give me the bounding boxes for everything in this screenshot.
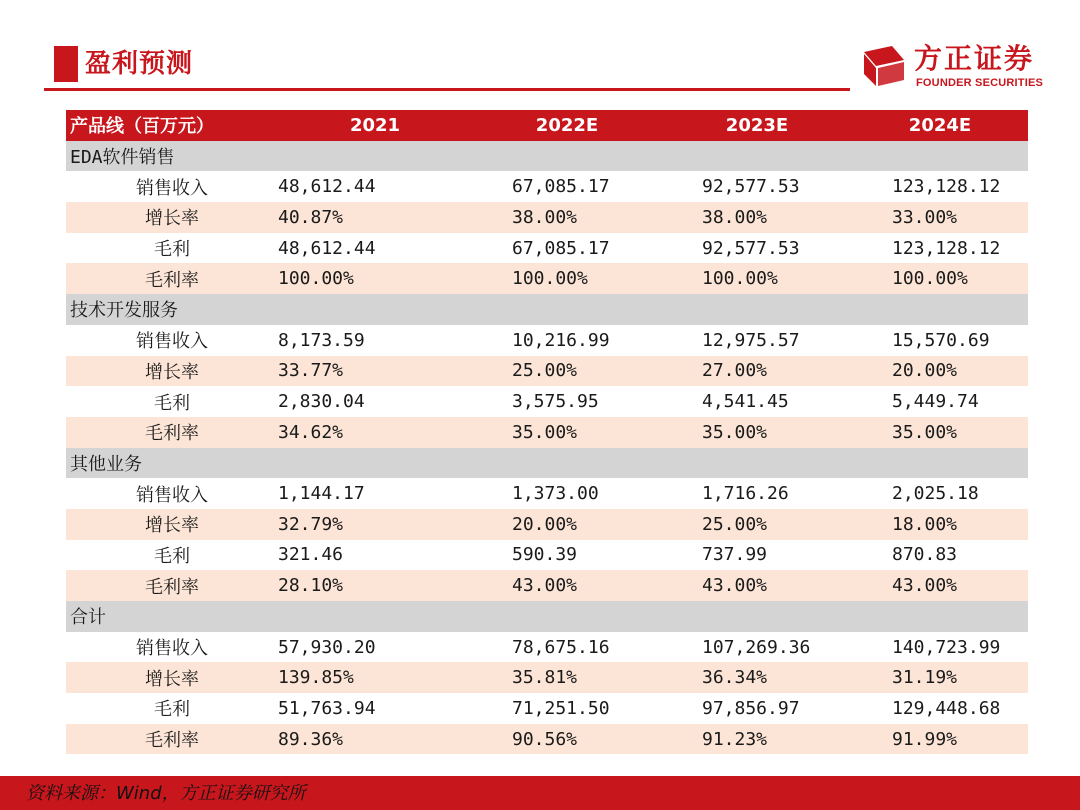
company-logo: [862, 42, 1052, 94]
table-row: [66, 356, 1028, 387]
table-cell: 10,216.99: [512, 329, 610, 351]
table-cell: 89.36%: [278, 724, 472, 755]
table-row: [66, 509, 1028, 540]
table-cell: 71,251.50: [512, 697, 610, 719]
table-cell: 91.99%: [852, 724, 1028, 755]
table-cell: 33.77%: [278, 356, 472, 387]
column-header: 产品线（百万元）: [66, 110, 278, 141]
table-cell: 43.00%: [852, 570, 1028, 601]
profit-forecast-table: [66, 110, 1028, 754]
row-label: 毛利: [154, 392, 190, 414]
table-cell: 15,570.69: [892, 329, 990, 351]
table-cell: 48,612.44: [278, 237, 376, 259]
table-cell: 2,025.18: [892, 483, 979, 505]
table-cell: 870.83: [892, 544, 958, 566]
section-row: [66, 141, 1028, 172]
table-cell: 33.00%: [852, 202, 1028, 233]
row-label: 销售收入: [136, 177, 208, 199]
table-cell: 140,723.99: [892, 636, 1001, 658]
table-cell: 25.00%: [472, 356, 662, 387]
table-cell: 35.00%: [662, 417, 852, 448]
table-cell: 92,577.53: [702, 237, 800, 259]
table-cell: 78,675.16: [512, 636, 610, 658]
table-row: [66, 540, 1028, 571]
table-cell: 5,449.74: [892, 391, 979, 413]
table-row: [66, 632, 1028, 663]
table-cell: 27.00%: [662, 356, 852, 387]
row-label: 毛利: [154, 545, 190, 567]
title-divider: [44, 88, 850, 91]
table-cell: 321.46: [278, 544, 344, 566]
table-cell: 35.00%: [472, 417, 662, 448]
table-cell: 92,577.53: [702, 176, 800, 198]
table-cell: 737.99: [702, 544, 768, 566]
row-label: 增长率: [66, 202, 278, 233]
table-cell: 28.10%: [278, 570, 472, 601]
table-cell: 2,830.04: [278, 391, 365, 413]
table-header-row: [66, 110, 1028, 141]
row-label: 毛利率: [66, 417, 278, 448]
column-header: 2022E: [472, 110, 662, 141]
row-label: 增长率: [66, 662, 278, 693]
table-cell: 8,173.59: [278, 329, 365, 351]
table-cell: 25.00%: [662, 509, 852, 540]
table-cell: 34.62%: [278, 417, 472, 448]
row-label: 毛利: [154, 239, 190, 261]
table-row: [66, 478, 1028, 509]
table-cell: 51,763.94: [278, 697, 376, 719]
table-row: [66, 386, 1028, 417]
table-cell: 590.39: [512, 544, 578, 566]
table-cell: 43.00%: [472, 570, 662, 601]
logo-chinese-name: 方正证券: [914, 42, 1035, 75]
row-label: 毛利率: [66, 263, 278, 294]
row-label: 毛利率: [66, 724, 278, 755]
table-row: [66, 233, 1028, 264]
table-cell: 100.00%: [472, 263, 662, 294]
table-cell: 91.23%: [662, 724, 852, 755]
table-cell: 1,144.17: [278, 483, 365, 505]
section-label: EDA软件销售: [66, 141, 1028, 172]
row-label: 增长率: [66, 356, 278, 387]
table-cell: 123,128.12: [892, 237, 1001, 259]
table-cell: 18.00%: [852, 509, 1028, 540]
table-row: [66, 325, 1028, 356]
table-cell: 107,269.36: [702, 636, 811, 658]
table-row: [66, 202, 1028, 233]
table-cell: 1,373.00: [512, 483, 599, 505]
table-body: [66, 141, 1028, 755]
column-header: 2024E: [852, 110, 1028, 141]
table-cell: 1,716.26: [702, 483, 789, 505]
table-cell: 139.85%: [278, 662, 472, 693]
table-cell: 129,448.68: [892, 697, 1001, 719]
table-cell: 20.00%: [472, 509, 662, 540]
table-row: [66, 171, 1028, 202]
table-cell: 100.00%: [852, 263, 1028, 294]
row-label: 销售收入: [136, 484, 208, 506]
column-header: 2023E: [662, 110, 852, 141]
table-cell: 35.00%: [852, 417, 1028, 448]
table-cell: 43.00%: [662, 570, 852, 601]
source-note: 资料来源：Wind，方正证券研究所: [26, 783, 306, 804]
row-label: 毛利率: [66, 570, 278, 601]
table-cell: 90.56%: [472, 724, 662, 755]
row-label: 增长率: [66, 509, 278, 540]
table-cell: 48,612.44: [278, 176, 376, 198]
table-row: [66, 263, 1028, 294]
table-cell: 123,128.12: [892, 176, 1001, 198]
row-label: 销售收入: [136, 331, 208, 353]
table-cell: 100.00%: [278, 263, 472, 294]
logo-mark-icon: [862, 44, 906, 88]
table-cell: 31.19%: [852, 662, 1028, 693]
table-cell: 57,930.20: [278, 636, 376, 658]
table-cell: 38.00%: [472, 202, 662, 233]
table-cell: 40.87%: [278, 202, 472, 233]
title-accent-bar: [54, 46, 78, 82]
section-label: 合计: [66, 601, 1028, 632]
section-row: [66, 448, 1028, 479]
row-label: 毛利: [154, 699, 190, 721]
logo-english-name: FOUNDER SECURITIES: [916, 77, 1044, 89]
table-row: [66, 693, 1028, 724]
table-cell: 97,856.97: [702, 697, 800, 719]
section-label: 技术开发服务: [66, 294, 1028, 325]
table-cell: 36.34%: [662, 662, 852, 693]
table-cell: 20.00%: [852, 356, 1028, 387]
column-header: 2021: [278, 110, 472, 141]
table-cell: 67,085.17: [512, 237, 610, 259]
table-cell: 35.81%: [472, 662, 662, 693]
row-label: 销售收入: [136, 638, 208, 660]
table-cell: 12,975.57: [702, 329, 800, 351]
table-cell: 100.00%: [662, 263, 852, 294]
section-label: 其他业务: [66, 448, 1028, 479]
page-title: 盈利预测: [85, 49, 194, 79]
section-row: [66, 601, 1028, 632]
table-row: [66, 724, 1028, 755]
table-cell: 3,575.95: [512, 391, 599, 413]
section-row: [66, 294, 1028, 325]
table-cell: 38.00%: [662, 202, 852, 233]
table-row: [66, 662, 1028, 693]
table-row: [66, 570, 1028, 601]
table-cell: 67,085.17: [512, 176, 610, 198]
table-cell: 4,541.45: [702, 391, 789, 413]
table-row: [66, 417, 1028, 448]
table-cell: 32.79%: [278, 509, 472, 540]
